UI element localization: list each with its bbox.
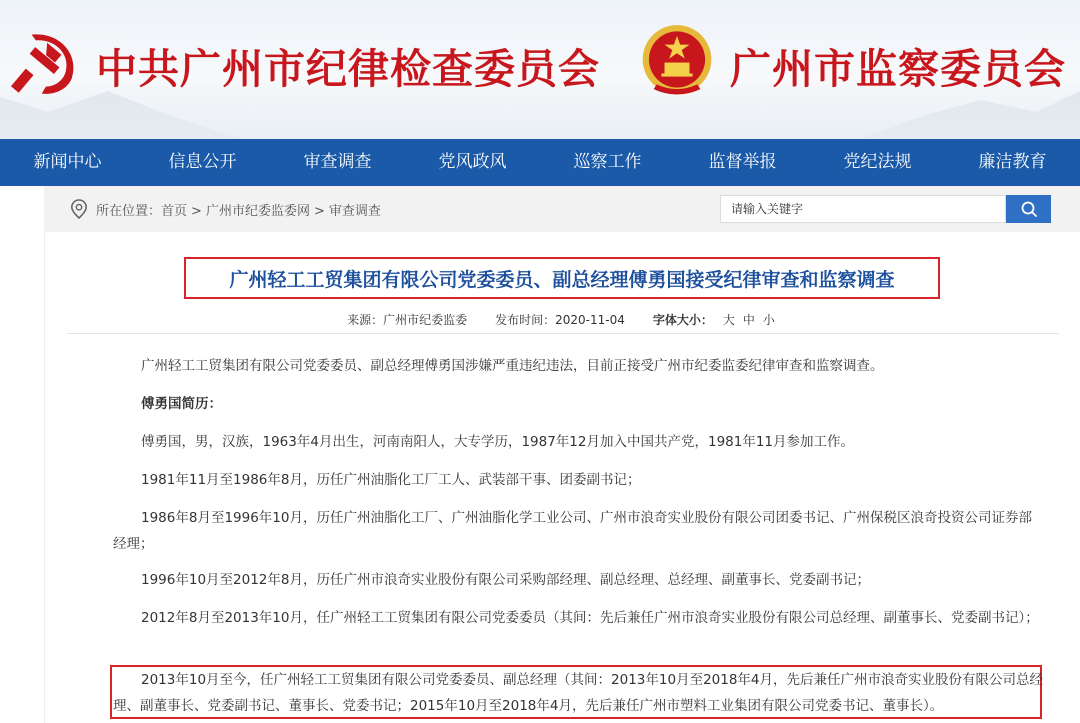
article-date: 发布时间：2020-11-04 [495, 313, 625, 327]
headline-highlight-box [184, 257, 940, 299]
breadcrumb-home-link[interactable]: 首页 [161, 204, 188, 219]
search-button[interactable] [1006, 195, 1051, 223]
nav-item-inspection[interactable]: 巡察工作 [573, 152, 642, 172]
breadcrumb-prefix: 所在位置： [96, 204, 162, 219]
breadcrumb-site-link[interactable]: 广州市纪委监委网 [205, 204, 310, 219]
article-meta [45, 311, 1080, 328]
font-size-small[interactable]: 小 [762, 313, 775, 327]
article-container [44, 232, 1080, 723]
nav-item-supervision-report[interactable]: 监督举报 [708, 152, 777, 172]
breadcrumb-separator: > [313, 204, 325, 219]
font-size-medium[interactable]: 中 [742, 313, 755, 327]
breadcrumb-bar [44, 186, 1080, 232]
search-box [720, 195, 1006, 223]
article-paragraph: 广州轻工工贸集团有限公司党委委员、副总经理傅勇国涉嫌严重违纪违法，目前正接受广州市纪委监委纪律审查和监察调查。 [141, 358, 884, 374]
font-size-large[interactable]: 大 [722, 313, 735, 327]
site-title-right: 广州市监察委员会 [730, 45, 1066, 93]
article-paragraph: 2013年10月至今，任广州轻工工贸集团有限公司党委委员、副总经理（其间：2013年10月至2018年4月，先后兼任广州市浪奇实业股份有限公司总经理、副董事长、党委副书记、董事长、党委书记；2015年10月至2018年4月，先后兼任广州市塑料工业集团有限公司党委书记、董事长）。 [113, 672, 1044, 714]
site-banner [0, 0, 1080, 139]
article-paragraph: 1996年10月至2012年8月，历任广州市浪奇实业股份有限公司采购部经理、副总经理、总经理、副董事长、党委副书记； [141, 572, 870, 588]
location-pin-icon [70, 199, 88, 219]
resume-heading: 傅勇国简历： [141, 396, 222, 412]
nav-item-info-disclosure[interactable]: 信息公开 [168, 152, 237, 172]
national-emblem-icon [638, 22, 716, 100]
meta-divider [67, 333, 1059, 334]
article-source: 来源：广州市纪委监委 [347, 313, 468, 327]
breadcrumb-separator: > [191, 204, 202, 219]
breadcrumb-current[interactable]: 审查调查 [328, 204, 381, 219]
article-paragraph: 1981年11月至1986年8月，历任广州油脂化工厂工人、武装部干事、团委副书记； [141, 472, 641, 488]
nav-item-party-regulations[interactable]: 党纪法规 [843, 152, 912, 172]
main-nav [0, 139, 1080, 186]
article-title: 广州轻工工贸集团有限公司党委委员、副总经理傅勇国接受纪律审查和监察调查 [229, 268, 895, 291]
breadcrumb [96, 200, 381, 219]
nav-item-party-conduct[interactable]: 党风政风 [438, 152, 507, 172]
font-size-label: 字体大小： [652, 313, 713, 327]
article-paragraph: 1986年8月至1996年10月，历任广州油脂化工厂、广州油脂化学工业公司、广州市浪奇实业股份有限公司团委书记、广州保税区浪奇投资公司证券部经理； [113, 510, 1032, 552]
article-paragraph: 2012年8月至2013年10月，任广州轻工工贸集团有限公司党委委员（其间：先后兼任广州市浪奇实业股份有限公司总经理、副董事长、党委副书记）； [141, 610, 1039, 626]
party-emblem-icon [10, 26, 82, 98]
nav-item-integrity-education[interactable]: 廉洁教育 [978, 152, 1047, 172]
search-icon [1020, 200, 1038, 218]
nav-item-news[interactable]: 新闻中心 [33, 152, 102, 172]
site-title-left: 中共广州市纪律检查委员会 [96, 45, 600, 93]
nav-item-investigation[interactable]: 审查调查 [303, 152, 372, 172]
search-input[interactable] [721, 196, 1001, 222]
article-paragraph: 傅勇国，男，汉族，1963年4月出生，河南南阳人，大专学历，1987年12月加入中国共产党，1981年11月参加工作。 [141, 434, 855, 450]
